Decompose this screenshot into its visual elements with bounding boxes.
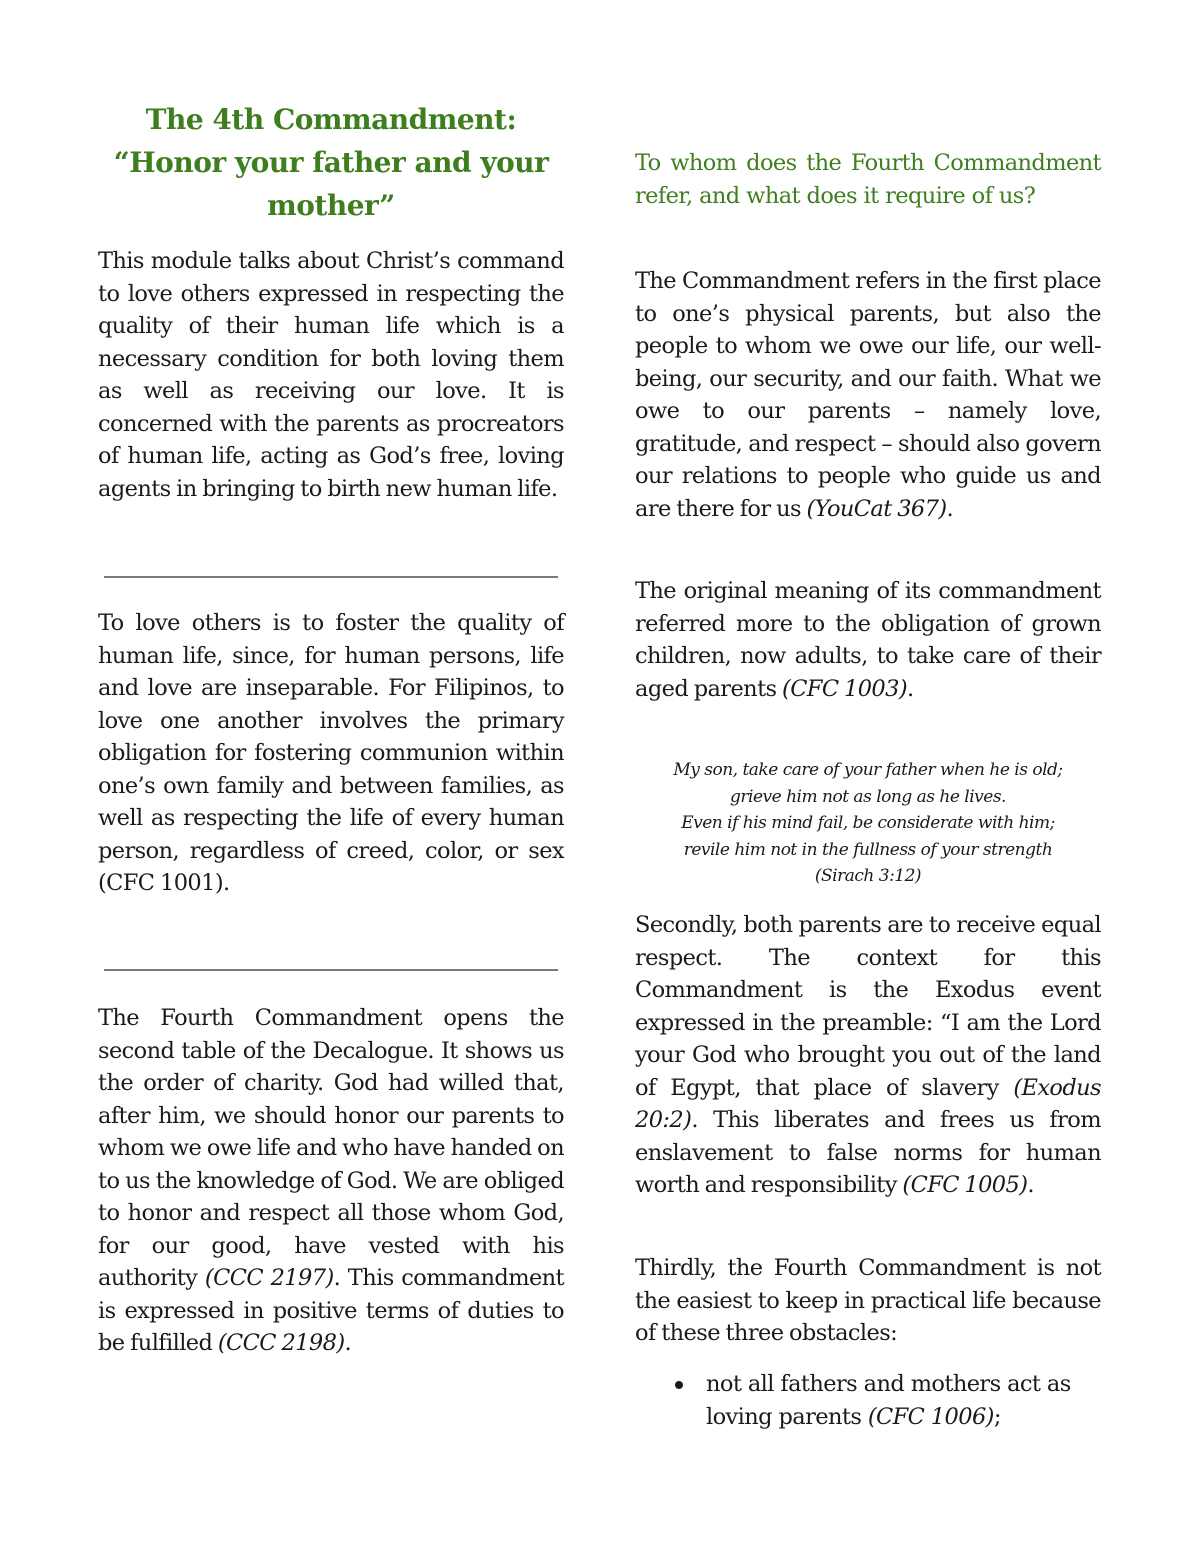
paragraph-text: Secondly, both parents are to receive equal respect. The context for this Commandment is the Exodus event expressed in the preamble: “I am the Lord your God who brought you out of the land of Egypt, that place of slavery [635, 912, 1101, 1101]
quote-line: revile him not in the fullness of your strength [683, 839, 1053, 860]
list-item [635, 1368, 1101, 1433]
secondly-paragraph [635, 909, 1101, 1202]
list-item-end: ; [993, 1403, 1001, 1430]
paragraph-text: The original meaning of its commandment referred more to the obligation of grown children, now adults, to take care of their aged parents [635, 578, 1101, 702]
paragraph-text: The Fourth Commandment opens the second table of the Decalogue. It shows us the order of charity. God had willed that, after him, we should honor our parents to whom we owe life and who have handed on to us the knowledge of God. We are obliged to honor and respect all those whom God, for our good, have vested with his authority [98, 1005, 564, 1291]
quote-line: grieve him not as long as he lives. [730, 786, 1006, 807]
paragraph-text: The Commandment refers in the first place to one’s physical parents, but also the people to whom we owe our life, our well-being, our security, and our faith. What we owe to our parents – namely love, gratitude, and respect – should also govern our relations to people who guide us and are there for us [635, 268, 1101, 522]
paragraph-text: . [907, 675, 914, 702]
title-line-1: The 4th Commandment: [145, 103, 517, 136]
section-divider-2 [104, 969, 558, 971]
paragraph-text: . This liberates and frees us from enslavement to false norms for human worth and responsibility [635, 1107, 1101, 1198]
title-line-3: mother” [267, 189, 395, 222]
section-divider-1 [104, 576, 558, 578]
paragraph-text: . [344, 1330, 352, 1356]
obstacles-list [635, 1368, 1101, 1433]
quote-line: Even if his mind fail, be considerate with him; [681, 813, 1055, 833]
paragraph-text: . This commandment is expressed in positive terms of duties to be fulfilled [98, 1265, 564, 1356]
quote-citation: (Sirach 3:12) [814, 866, 922, 886]
list-item-text: not all fathers and mothers act as loving parents [706, 1371, 1071, 1430]
citation: (CFC 1006) [867, 1403, 994, 1430]
bullet-icon [675, 1381, 683, 1389]
question-heading: To whom does the Fourth Commandment refer, and what does it require of us? [635, 150, 1101, 209]
citation: (CCC 2198) [217, 1330, 345, 1356]
citation: (Exodus 20:2) [635, 1074, 1101, 1133]
paragraph-text: . [946, 495, 954, 522]
citation: (CFC 1003) [782, 675, 908, 702]
title-line-2: “Honor your father and your [113, 146, 549, 179]
citation: (YouCat 367) [806, 495, 947, 522]
thirdly-paragraph: Thirdly, the Fourth Commandment is not the easiest to keep in practical life because of these three obstacles: [635, 1255, 1101, 1346]
page-title [98, 98, 564, 227]
love-others-paragraph: To love others is to foster the quality of human life, since, for human persons, life and love are inseparable. For Filipinos, to love one another involves the primary obligation for fostering communion within one’s own family and between families, as well as respecting the life of every human person, regardless of creed, color, or sex (CFC 1001). [98, 610, 564, 896]
citation: (CFC 1005) [902, 1172, 1028, 1198]
paragraph-text: . [1027, 1172, 1034, 1198]
sirach-quote [635, 757, 1101, 890]
refers-paragraph [635, 265, 1101, 525]
fourth-commandment-paragraph [98, 1002, 564, 1360]
original-meaning-paragraph [635, 575, 1101, 705]
quote-line: My son, take care of your father when he is old; [673, 760, 1063, 780]
intro-paragraph: This module talks about Christ’s command to love others expressed in respecting the quality of their human life which is a necessary condition for both loving them as well as receiving our love. It is concerned with the parents as procreators of human life, acting as God’s free, loving agents in bringing to birth new human life. [98, 248, 564, 502]
citation: (CCC 2197) [204, 1265, 334, 1291]
